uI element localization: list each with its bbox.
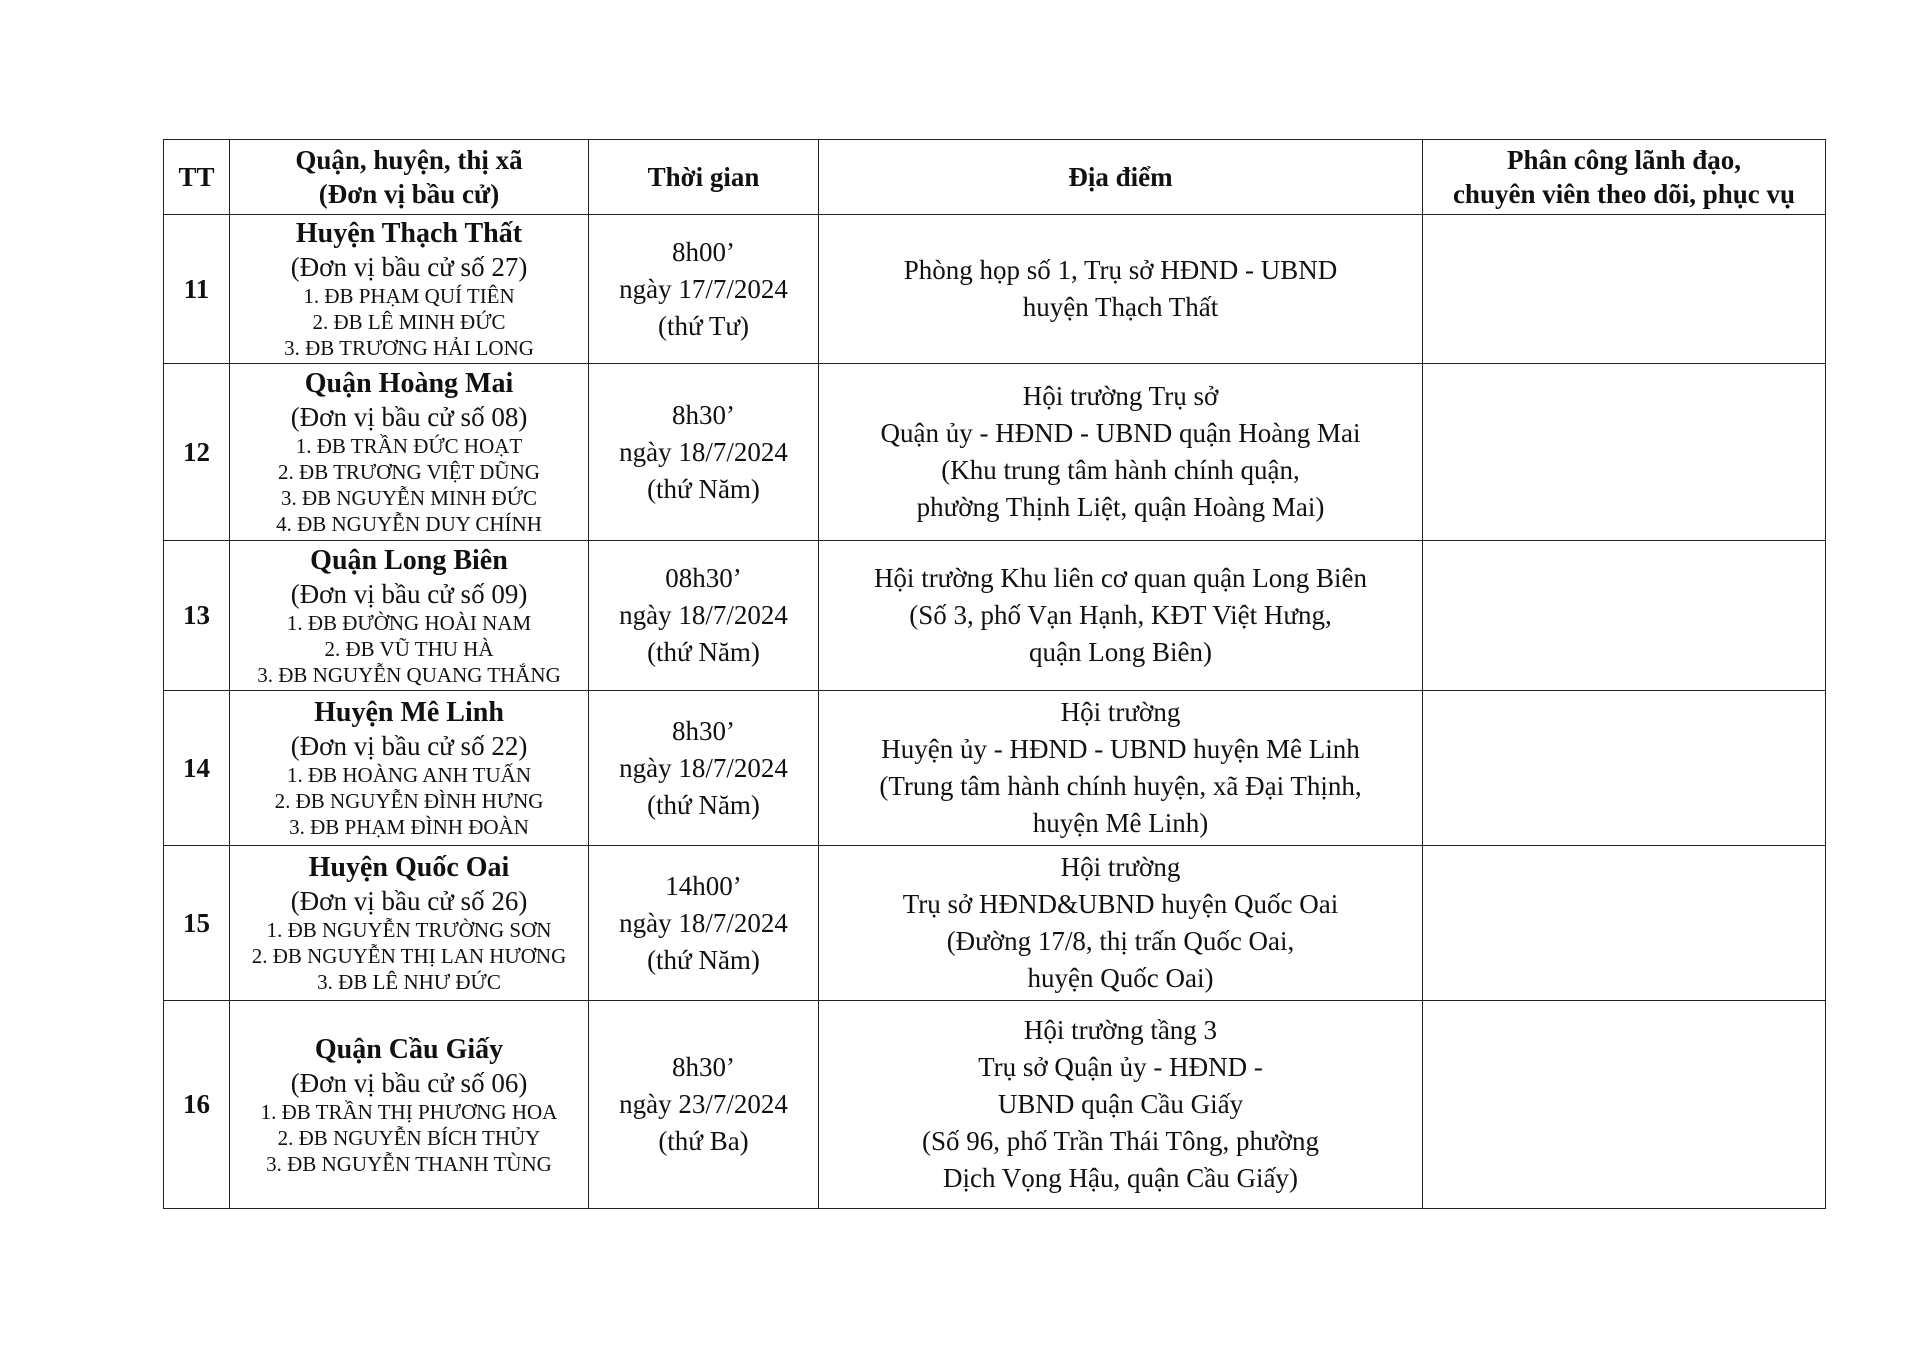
place-line: UBND quận Cầu Giấy xyxy=(997,1089,1244,1119)
electoral-unit-number: (Đơn vị bầu cử số 26) xyxy=(290,886,528,916)
table-row xyxy=(164,1001,1826,1209)
place-line: Hội trường Trụ sở xyxy=(1022,381,1219,411)
delegate-name: 3. ĐB NGUYỄN QUANG THẮNG xyxy=(257,662,561,687)
time-line: ngày 23/7/2024 xyxy=(619,1089,788,1119)
assignment-cell xyxy=(1423,541,1826,691)
place-line: huyện Quốc Oai) xyxy=(1027,963,1214,993)
table-row xyxy=(164,846,1826,1001)
unit-cell xyxy=(230,691,589,846)
time-line: 14h00’ xyxy=(665,870,742,901)
table-row xyxy=(164,541,1826,691)
place-line: Quận ủy - HĐND - UBND quận Hoàng Mai xyxy=(880,418,1361,448)
assignment-cell xyxy=(1423,846,1826,1001)
delegate-name: 1. ĐB NGUYỄN TRƯỜNG SƠN xyxy=(266,918,552,942)
place-cell xyxy=(819,541,1423,691)
header-assignment-line1: Phân công lãnh đạo, xyxy=(1506,145,1742,175)
place-line: (Khu trung tâm hành chính quận, xyxy=(941,455,1300,485)
time-line: (thứ Năm) xyxy=(647,944,760,975)
table-row xyxy=(164,215,1826,364)
place-line: (Số 96, phố Trần Thái Tông, phường xyxy=(922,1126,1319,1156)
time-cell xyxy=(589,541,819,691)
delegate-name: 3. ĐB NGUYỄN THANH TÙNG xyxy=(266,1151,552,1176)
delegate-name: 3. ĐB NGUYỄN MINH ĐỨC xyxy=(280,486,538,510)
time-line: (thứ Năm) xyxy=(647,789,760,820)
delegate-name: 1. ĐB ĐƯỜNG HOÀI NAM xyxy=(286,610,532,635)
time-cell xyxy=(589,1001,819,1209)
place-line: huyện Mê Linh) xyxy=(1032,808,1209,838)
header-time: Thời gian xyxy=(589,140,819,215)
place-line: Phòng họp số 1, Trụ sở HĐND - UBND xyxy=(903,255,1338,285)
delegate-name: 1. ĐB PHẠM QUÍ TIÊN xyxy=(303,284,515,308)
delegate-name: 1. ĐB TRẦN THỊ PHƯƠNG HOA xyxy=(260,1099,558,1124)
electoral-unit-number: (Đơn vị bầu cử số 06) xyxy=(290,1067,528,1098)
delegate-name: 2. ĐB NGUYỄN THỊ LAN HƯƠNG xyxy=(251,944,567,968)
row-number: 11 xyxy=(164,215,230,364)
place-line: Trụ sở Quận ủy - HĐND - xyxy=(978,1052,1263,1082)
delegate-name: 2. ĐB VŨ THU HÀ xyxy=(324,636,494,661)
unit-cell xyxy=(230,1001,589,1209)
unit-cell xyxy=(230,364,589,541)
header-assignment-line2: chuyên viên theo dõi, phục vụ xyxy=(1452,179,1796,209)
time-line: ngày 18/7/2024 xyxy=(619,436,788,467)
header-tt: TT xyxy=(164,140,230,215)
place-line: Dịch Vọng Hậu, quận Cầu Giấy) xyxy=(943,1163,1298,1193)
row-number: 16 xyxy=(164,1001,230,1209)
time-line: (thứ Ba) xyxy=(658,1126,749,1156)
unit-name: Huyện Thạch Thất xyxy=(295,218,523,249)
unit-name: Huyện Quốc Oai xyxy=(308,852,510,883)
delegate-name: 2. ĐB NGUYỄN ĐÌNH HƯNG xyxy=(274,789,544,813)
time-cell xyxy=(589,846,819,1001)
table-row xyxy=(164,364,1826,541)
time-line: 8h30’ xyxy=(672,715,735,746)
table-body xyxy=(164,215,1826,1209)
assignment-cell xyxy=(1423,691,1826,846)
header-place: Địa điểm xyxy=(819,140,1423,215)
unit-name: Quận Cầu Giấy xyxy=(314,1033,504,1065)
place-line: quận Long Biên) xyxy=(1029,637,1212,667)
time-line: 8h30’ xyxy=(672,399,735,430)
place-cell xyxy=(819,1001,1423,1209)
delegate-name: 4. ĐB NGUYỄN DUY CHÍNH xyxy=(276,512,542,536)
delegate-name: 3. ĐB LÊ NHƯ ĐỨC xyxy=(317,970,501,994)
time-cell xyxy=(589,691,819,846)
unit-name: Quận Long Biên xyxy=(310,544,508,576)
time-cell xyxy=(589,215,819,364)
time-cell xyxy=(589,364,819,541)
place-line: Huyện ủy - HĐND - UBND huyện Mê Linh xyxy=(881,734,1360,764)
time-line: 8h30’ xyxy=(672,1052,735,1082)
delegate-name: 2. ĐB TRƯƠNG VIỆT DŨNG xyxy=(278,460,540,484)
assignment-cell xyxy=(1423,215,1826,364)
row-number: 12 xyxy=(164,364,230,541)
electoral-unit-number: (Đơn vị bầu cử số 22) xyxy=(290,731,528,761)
electoral-unit-number: (Đơn vị bầu cử số 27) xyxy=(290,252,528,282)
place-cell xyxy=(819,215,1423,364)
time-line: ngày 18/7/2024 xyxy=(619,752,788,783)
delegate-name: 2. ĐB LÊ MINH ĐỨC xyxy=(312,310,506,334)
place-line: Hội trường tầng 3 xyxy=(1023,1015,1218,1045)
header-unit-line2: (Đơn vị bầu cử) xyxy=(318,179,500,209)
row-number: 15 xyxy=(164,846,230,1001)
place-line: huyện Thạch Thất xyxy=(1022,292,1219,322)
unit-name: Huyện Mê Linh xyxy=(314,697,504,728)
header-row xyxy=(164,140,1826,215)
header-assignment xyxy=(1423,140,1826,215)
unit-name: Quận Hoàng Mai xyxy=(304,368,514,399)
time-line: ngày 17/7/2024 xyxy=(619,273,788,304)
place-line: (Đường 17/8, thị trấn Quốc Oai, xyxy=(946,926,1295,956)
place-line: Hội trường Khu liên cơ quan quận Long Biên xyxy=(873,563,1368,593)
table-row xyxy=(164,691,1826,846)
place-cell xyxy=(819,691,1423,846)
electoral-unit-number: (Đơn vị bầu cử số 09) xyxy=(290,578,528,609)
place-line: Trụ sở HĐND&UBND huyện Quốc Oai xyxy=(902,889,1339,919)
electoral-unit-number: (Đơn vị bầu cử số 08) xyxy=(290,402,528,432)
delegate-name: 2. ĐB NGUYỄN BÍCH THỦY xyxy=(277,1125,541,1150)
header-unit xyxy=(230,140,589,215)
place-cell xyxy=(819,846,1423,1001)
unit-cell xyxy=(230,215,589,364)
row-number: 14 xyxy=(164,691,230,846)
place-line: (Số 3, phố Vạn Hạnh, KĐT Việt Hưng, xyxy=(909,600,1332,630)
unit-cell xyxy=(230,846,589,1001)
place-line: Hội trường xyxy=(1060,852,1181,882)
time-line: ngày 18/7/2024 xyxy=(619,600,788,630)
time-line: (thứ Năm) xyxy=(647,473,760,504)
delegate-name: 3. ĐB PHẠM ĐÌNH ĐOÀN xyxy=(289,815,529,839)
place-line: phường Thịnh Liệt, quận Hoàng Mai) xyxy=(916,492,1325,522)
place-line: (Trung tâm hành chính huyện, xã Đại Thịnh, xyxy=(879,771,1362,801)
header-unit-line1: Quận, huyện, thị xã xyxy=(295,145,523,175)
time-line: (thứ Tư) xyxy=(657,310,749,341)
place-line: Hội trường xyxy=(1060,697,1181,727)
unit-cell xyxy=(230,541,589,691)
assignment-cell xyxy=(1423,1001,1826,1209)
time-line: 8h00’ xyxy=(672,236,735,267)
schedule-table xyxy=(163,139,1826,1209)
row-number: 13 xyxy=(164,541,230,691)
delegate-name: 1. ĐB HOÀNG ANH TUẤN xyxy=(286,763,532,787)
time-line: 08h30’ xyxy=(665,563,742,593)
delegate-name: 1. ĐB TRẦN ĐỨC HOẠT xyxy=(295,434,523,458)
table-header xyxy=(164,140,1826,215)
time-line: ngày 18/7/2024 xyxy=(619,907,788,938)
place-cell xyxy=(819,364,1423,541)
time-line: (thứ Năm) xyxy=(647,637,760,667)
assignment-cell xyxy=(1423,364,1826,541)
delegate-name: 3. ĐB TRƯƠNG HẢI LONG xyxy=(284,336,534,360)
